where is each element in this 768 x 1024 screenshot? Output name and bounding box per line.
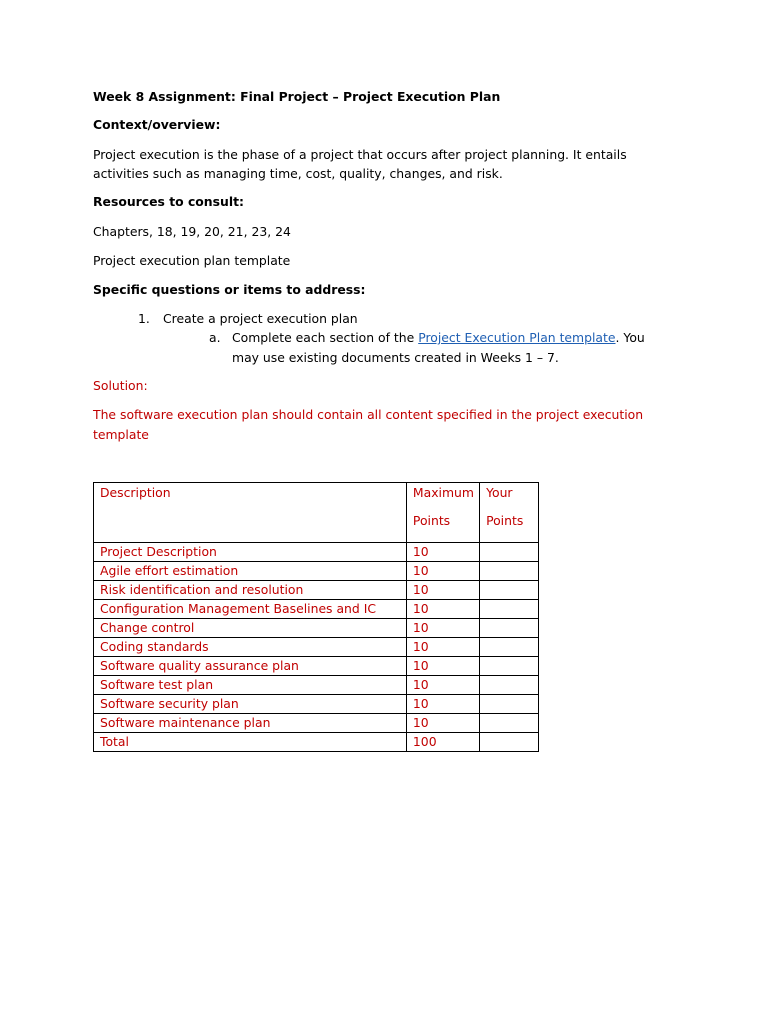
context-text-line-1: Project execution is the phase of a project that occurs after project planning. It entails [93, 147, 627, 162]
solution-text-line-1: The software execution plan should contain all content specified in the project execution [93, 407, 644, 422]
header-maximum-points-label: Points [412, 513, 451, 528]
total-max-points: 100 [406, 733, 479, 752]
table-header-row [94, 483, 539, 543]
row-description: Configuration Management Baselines and IC [94, 600, 407, 619]
row-your-points [480, 581, 539, 600]
row-max-points: 10 [406, 581, 479, 600]
total-your-points [480, 733, 539, 752]
list-item-number: 1. [138, 311, 150, 326]
header-maximum-label: Maximum [412, 485, 474, 500]
context-heading: Context/overview: [93, 117, 221, 132]
table-total-row [94, 733, 539, 752]
row-your-points [480, 543, 539, 562]
row-description: Change control [94, 619, 407, 638]
table-row [94, 581, 539, 600]
row-your-points [480, 714, 539, 733]
row-your-points [480, 676, 539, 695]
header-your-label: Your [486, 485, 513, 500]
row-your-points [480, 600, 539, 619]
table-row [94, 600, 539, 619]
context-text-line-2: activities such as managing time, cost, quality, changes, and risk. [93, 166, 503, 181]
document-title: Week 8 Assignment: Final Project – Project Execution Plan [93, 89, 501, 104]
row-description: Coding standards [94, 638, 407, 657]
solution-heading: Solution: [93, 378, 148, 393]
sublist-item-text [232, 330, 645, 346]
row-your-points [480, 619, 539, 638]
row-description: Risk identification and resolution [94, 581, 407, 600]
row-description: Software quality assurance plan [94, 657, 407, 676]
row-description: Software test plan [94, 676, 407, 695]
table-row [94, 657, 539, 676]
table-row [94, 543, 539, 562]
table-row [94, 695, 539, 714]
header-maximum-points [406, 483, 479, 543]
row-max-points: 10 [406, 657, 479, 676]
table-row [94, 619, 539, 638]
header-your-points [480, 483, 539, 543]
table-row [94, 562, 539, 581]
row-your-points [480, 695, 539, 714]
row-description: Software maintenance plan [94, 714, 407, 733]
total-label: Total [94, 733, 407, 752]
questions-heading: Specific questions or items to address: [93, 282, 366, 297]
sublist-item-text-before: Complete each section of the [232, 330, 419, 345]
row-max-points: 10 [406, 619, 479, 638]
resources-template: Project execution plan template [93, 253, 291, 268]
row-max-points: 10 [406, 638, 479, 657]
table-row [94, 676, 539, 695]
header-your-points-label: Points [486, 513, 524, 528]
row-max-points: 10 [406, 714, 479, 733]
table-row [94, 638, 539, 657]
row-your-points [480, 638, 539, 657]
row-max-points: 10 [406, 562, 479, 581]
row-max-points: 10 [406, 695, 479, 714]
row-description: Agile effort estimation [94, 562, 407, 581]
list-item-text: Create a project execution plan [163, 311, 358, 326]
sublist-item-text-line-2: may use existing documents created in Weeks 1 – 7. [232, 350, 559, 365]
row-your-points [480, 562, 539, 581]
header-description: Description [94, 483, 407, 543]
project-execution-plan-template-link[interactable]: Project Execution Plan template [418, 330, 616, 345]
row-max-points: 10 [406, 600, 479, 619]
row-your-points [480, 657, 539, 676]
row-description: Project Description [94, 543, 407, 562]
row-max-points: 10 [406, 543, 479, 562]
table-row [94, 714, 539, 733]
sublist-item-letter: a. [209, 330, 221, 345]
resources-chapters: Chapters, 18, 19, 20, 21, 23, 24 [93, 224, 291, 239]
solution-text-line-2: template [93, 427, 149, 442]
grading-rubric-table [93, 482, 539, 752]
row-max-points: 10 [406, 676, 479, 695]
row-description: Software security plan [94, 695, 407, 714]
resources-heading: Resources to consult: [93, 194, 244, 209]
sublist-item-text-after: . You [615, 330, 645, 345]
